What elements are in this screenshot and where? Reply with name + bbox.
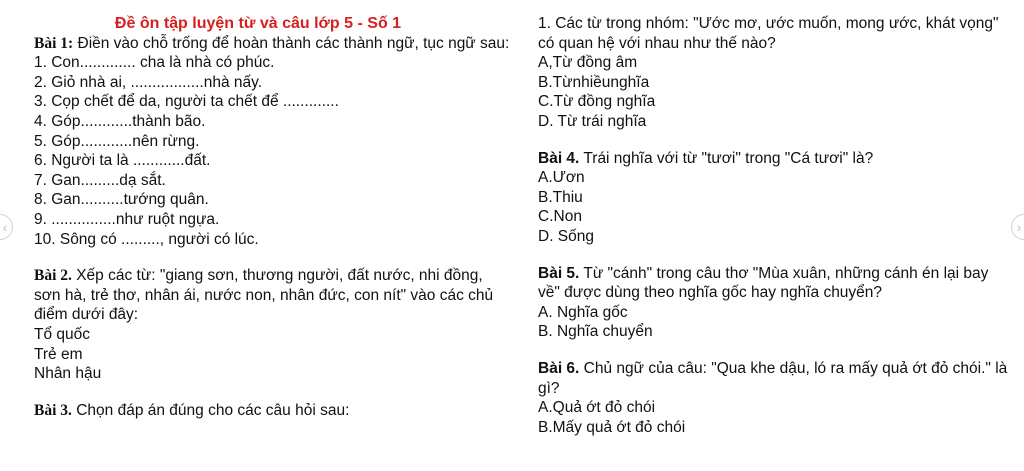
- q1-option: D. Từ trái nghĩa: [538, 112, 647, 130]
- bai3-prompt: Chọn đáp án đúng cho các câu hỏi sau:: [71, 401, 350, 419]
- bai5-option: B. Nghĩa chuyển: [538, 323, 653, 341]
- bai6-option: A.Quả ớt đỏ chói: [538, 399, 656, 417]
- bai1-prompt: Điền vào chỗ trống để hoàn thành các thành ngữ, tục ngữ sau:: [73, 34, 510, 52]
- bai1-item: 2. Giỏ nhà ai, .................nhà nấy.: [34, 73, 263, 91]
- bai2-category: Tổ quốc: [34, 325, 91, 343]
- q1-option: C.Từ đồng nghĩa: [538, 93, 656, 111]
- prev-page-button[interactable]: [0, 214, 13, 240]
- bai4-option: C.Non: [538, 208, 582, 226]
- bai4-label: Bài 4.: [538, 149, 580, 167]
- right-column: [538, 14, 1008, 437]
- bai6-option: B.Mấy quả ớt đỏ chói: [538, 418, 686, 436]
- bai1-item: 7. Gan.........dạ sắt.: [34, 171, 166, 189]
- chevron-right-icon: ›: [1016, 219, 1022, 235]
- page-title: Đề ôn tập luyện từ và câu lớp 5 - Số 1: [114, 15, 402, 32]
- bai2-category: Nhân hậu: [34, 365, 102, 383]
- bai5-heading: [538, 264, 1008, 303]
- bai4-prompt: Trái nghĩa với từ "tươi" trong "Cá tươi" là?: [579, 149, 874, 167]
- chevron-left-icon: ‹: [2, 219, 8, 235]
- bai1-item: 4. Góp............thành bão.: [34, 112, 206, 130]
- bai1-item: 6. Người ta là ............đất.: [34, 152, 211, 170]
- bai4-option: A.Ươn: [538, 169, 585, 187]
- bai1-item: 8. Gan..........tướng quân.: [34, 191, 209, 209]
- q1-option: A,Từ đồng âm: [538, 54, 638, 72]
- left-column: [34, 14, 512, 420]
- bai4-option: D. Sống: [538, 227, 595, 245]
- next-page-button[interactable]: [1011, 214, 1024, 240]
- bai5-option: A. Nghĩa gốc: [538, 303, 628, 321]
- bai2-prompt: Xếp các từ: "giang sơn, thương người, đất nước, nhi đồng, sơn hà, trẻ thơ, nhân ái, nước non, nhân đức, con nít" vào các chủ điểm dưới đây:: [34, 267, 494, 324]
- bai1-label: Bài 1:: [34, 34, 74, 52]
- bai5-prompt: Từ "cánh" trong câu thơ "Mùa xuân, những cánh én lại bay về" được dùng theo nghĩa gốc hay nghĩa chuyển?: [538, 264, 989, 302]
- bai3-label: Bài 3.: [34, 401, 72, 419]
- bai2-category: Trẻ em: [34, 345, 83, 363]
- bai1-item: 3. Cọp chết để da, người ta chết để .............: [34, 93, 339, 111]
- bai1-heading: [34, 34, 512, 54]
- bai4-heading: [538, 149, 1008, 169]
- bai1-item: 5. Góp............nên rừng.: [34, 132, 200, 150]
- bai4-option: B.Thiu: [538, 188, 583, 206]
- bai2-label: Bài 2.: [34, 267, 72, 285]
- bai6-label: Bài 6.: [538, 359, 580, 377]
- bai5-label: Bài 5.: [538, 264, 580, 282]
- bai6-heading: [538, 359, 1008, 398]
- bai2-heading: [34, 266, 512, 325]
- bai1-item: 9. ...............như ruột ngựa.: [34, 210, 220, 228]
- bai6-prompt: Chủ ngữ của câu: "Qua khe dậu, ló ra mấy quả ớt đỏ chói." là gì?: [538, 359, 1008, 397]
- q1-question: 1. Các từ trong nhóm: "Ước mơ, ước muốn, mong ước, khát vọng" có quan hệ với nhau như thế nào?: [538, 15, 999, 52]
- bai1-item: 10. Sông có ........., người có lúc.: [34, 230, 259, 248]
- bai3-heading: [34, 401, 512, 421]
- bai1-item: 1. Con............. cha là nhà có phúc.: [34, 54, 275, 72]
- q1-option: B.Từnhiềunghĩa: [538, 73, 650, 91]
